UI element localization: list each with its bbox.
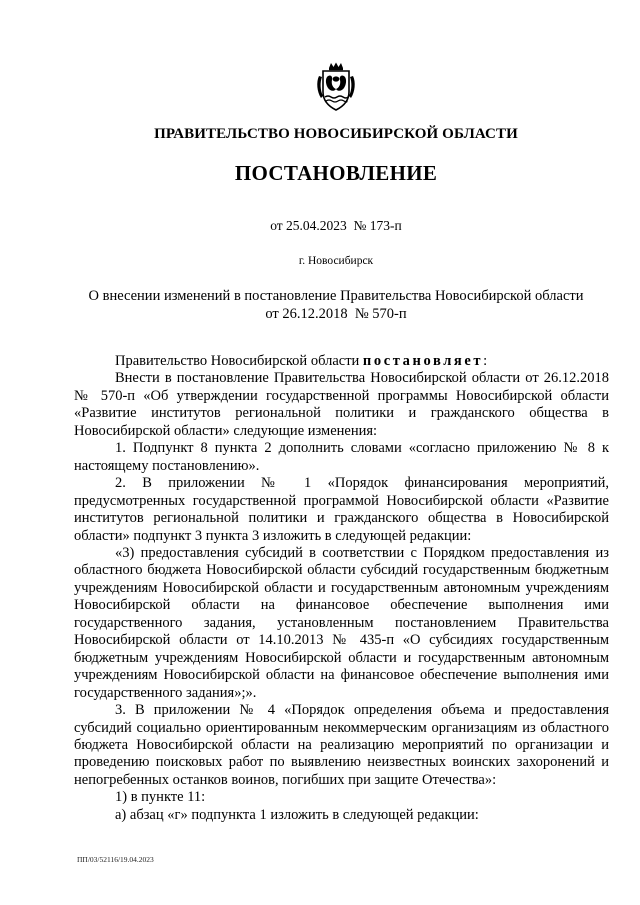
body-paragraph-5: 3. В приложении № 4 «Порядок определения объема и предоставления субсидий социально ориентированным некоммерческим организациям из областного бюджета Новосибирской области на реализацию мероприятий по организации и проведению поисковых работ по выявлению неизвестных воинских захоронений и непогребенных останков воинов, погибших при защите Отечества»:: [74, 702, 609, 788]
preamble-keyword: постановляет: [362, 353, 484, 369]
document-registration-code: ПП/03/52116/19.04.2023: [77, 855, 154, 864]
subject-line-1: О внесении изменений в постановление Правительства Новосибирской области: [88, 288, 584, 304]
subject-line-2: от 26.12.2018 № 570-п: [265, 306, 407, 322]
document-type-title: ПОСТАНОВЛЕНИЕ: [234, 161, 438, 185]
document-city: г. Новосибирск: [298, 255, 374, 267]
body-paragraph-4: «3) предоставления субсидий в соответствии с Порядком предоставления из областного бюджета Новосибирской области субсидий государственным бюджетным учреждениям Новосибирской области и государственным автономным учреждениям Новосибирской области на финансовое обеспечение выполнения ими государственного задания, установленным постановлением Правительства Новосибирской области от 14.10.2013 № 435-п «О субсидиях государственным бюджетным учреждениям Новосибирской области и государственным автономным учреждениям Новосибирской области на финансовое обеспечение выполнения ими государственного задания»;».: [74, 544, 609, 701]
body-paragraph-7: а) абзац «г» подпункта 1 изложить в следующей редакции:: [115, 806, 479, 823]
document-subject: [0, 287, 640, 323]
body-paragraph-6: 1) в пункте 11:: [115, 789, 206, 806]
preamble-text: Правительство Новосибирской области: [115, 353, 363, 369]
document-date-number: от 25.04.2023 № 173-п: [270, 218, 402, 233]
document-body: [74, 353, 609, 824]
preamble-colon: :: [483, 353, 488, 369]
body-paragraph-3: 2. В приложении № 1 «Порядок финансирования мероприятий, предусмотренных государственной программой Новосибирской области «Развитие институтов региональной политики и гражданского общества в Новосибирской области» подпункт 3 пункта 3 изложить в следующей редакции:: [74, 475, 609, 544]
preamble-paragraph: [74, 353, 609, 370]
coat-of-arms-icon: [314, 62, 358, 112]
body-paragraph-2: 1. Подпункт 8 пункта 2 дополнить словами «согласно приложению № 8 к настоящему постановлению».: [74, 440, 609, 474]
body-paragraph-1: Внести в постановление Правительства Новосибирской области от 26.12.2018 № 570-п «Об утверждении государственной программы Новосибирской области «Развитие институтов региональной политики и гражданского общества в Новосибирской области» следующие изменения:: [74, 370, 609, 439]
government-title: ПРАВИТЕЛЬСТВО НОВОСИБИРСКОЙ ОБЛАСТИ: [154, 126, 518, 142]
